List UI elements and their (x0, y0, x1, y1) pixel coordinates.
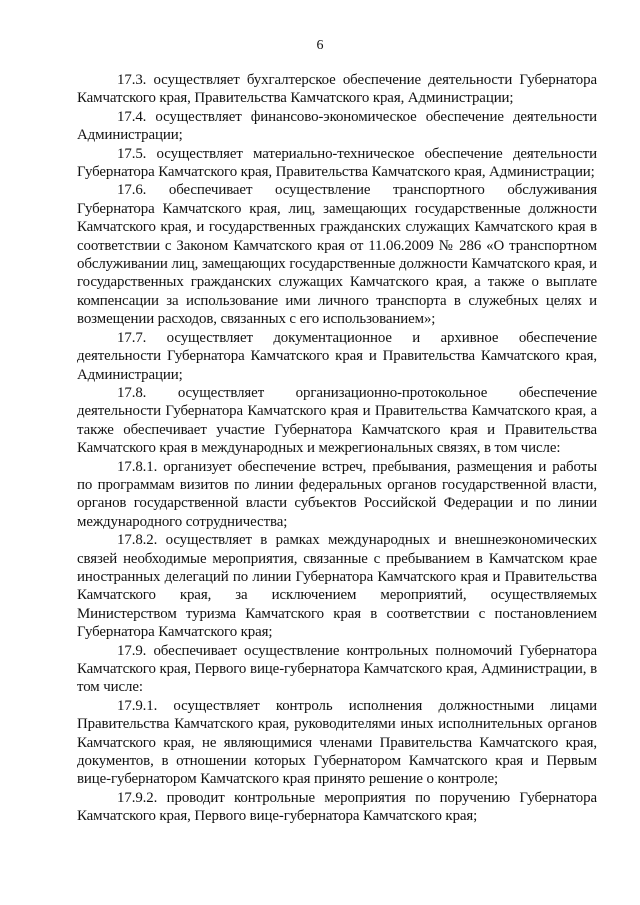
paragraph-17-9: 17.9. обеспечивает осуществление контрольных полномочий Губернатора Камчатского края, Первого вице-губернатора Камчатского края, Администрации, в том числе: (77, 642, 597, 696)
paragraph-17-7: 17.7. осуществляет документационное и архивное обеспечение деятельности Губернатора Камчатского края и Правительства Камчатского края, Администрации; (77, 329, 597, 383)
document-body (77, 71, 597, 826)
page-number: 6 (316, 38, 324, 53)
paragraph-17-8-2: 17.8.2. осуществляет в рамках международных и внешнеэкономических связей необходимые мероприятия, связанные с пребыванием в Камчатском крае иностранных делегаций по линии Губернатора Камчатского края и Правительства Камчатского края, за исключением мероприятий, осуществляемых Министерством туризма Камчатского края в соответствии с постановлением Губернатора Камчатского края; (77, 532, 597, 641)
paragraph-17-9-1: 17.9.1. осуществляет контроль исполнения должностными лицами Правительства Камчатского края, руководителями иных исполнительных органов Камчатского края, не являющимися членами Правительства Камчатского края, документов, в отношении которых Губернатором Камчатского края и Первым вице-губернатором Камчатского края принято решение о контроле; (77, 697, 597, 788)
paragraph-17-9-2: 17.9.2. проводит контрольные мероприятия по поручению Губернатора Камчатского края, Первого вице-губернатора Камчатского края; (77, 789, 597, 825)
paragraph-17-5: 17.5. осуществляет материально-техническое обеспечение деятельности Губернатора Камчатского края, Правительства Камчатского края, Администрации; (77, 145, 597, 181)
paragraph-17-8: 17.8. осуществляет организационно-протокольное обеспечение деятельности Губернатора Камчатского края и Правительства Камчатского края, а также обеспечивает участие Губернатора Камчатского края и Правительства Камчатского края в международных и межрегиональных связях, в том числе: (77, 384, 597, 457)
paragraph-17-8-1: 17.8.1. организует обеспечение встреч, пребывания, размещения и работы по программам визитов по линии федеральных органов государственной власти, органов государственной власти субъектов Российской Федерации и по линии международного сотрудничества; (77, 458, 597, 530)
paragraph-17-6: 17.6. обеспечивает осуществление транспортного обслуживания Губернатора Камчатского края, лиц, замещающих государственные должности Камчатского края, и государственных гражданских служащих Камчатского края в соответствии с Законом Камчатского края от 11.06.2009 № 286 «О транспортном обслуживании лиц, замещающих государственные должности Камчатского края, и государственных гражданских служащих Камчатского края, а также о выплате компенсации за использование ими личного транспорта в служебных целях и возмещении расходов, связанных с его использованием»; (77, 182, 597, 328)
paragraph-17-4: 17.4. осуществляет финансово-экономическое обеспечение деятельности Администрации; (77, 108, 597, 144)
paragraph-17-3: 17.3. осуществляет бухгалтерское обеспечение деятельности Губернатора Камчатского края, Правительства Камчатского края, Администрации; (77, 72, 597, 107)
